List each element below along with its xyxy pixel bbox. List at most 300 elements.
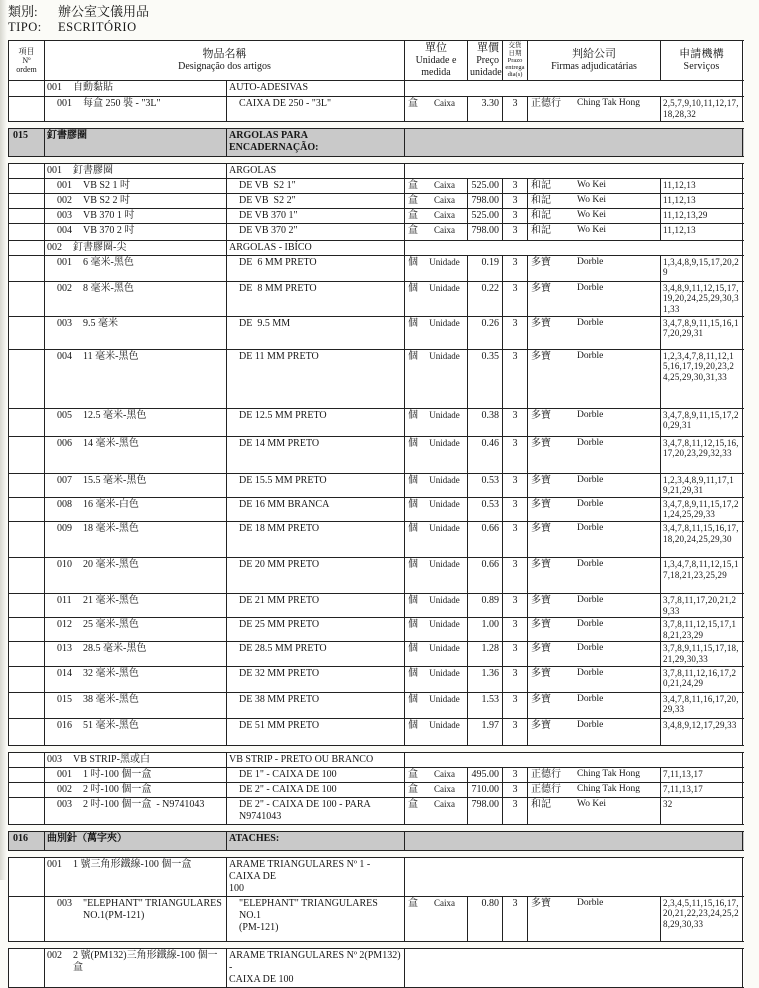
company-zh: 和記 (531, 224, 551, 236)
unit-cell (405, 618, 468, 641)
unit-zh: 個 (408, 437, 418, 449)
delivery-cell: 3 (503, 642, 528, 665)
name-zh-line (57, 210, 224, 222)
price-cell: 0.80 (468, 897, 503, 941)
name-zh: 16 毫米-白色 (83, 498, 139, 510)
name-zh-cell (45, 194, 227, 208)
unit-zh: 個 (408, 317, 418, 329)
group-row (8, 163, 744, 179)
name-zh: VB STRIP-黑或白 (73, 753, 150, 765)
services-cell: 3,4,7,8,11,16,17,20,29,33 (661, 693, 743, 718)
order-cell: 016 (8, 832, 45, 850)
services-cell: 11,12,13 (661, 194, 743, 208)
company-cell (528, 783, 661, 797)
company-cell (528, 179, 661, 193)
name-pt-cell: DE 2" - CAIXA DE 100 - PARA N9741043 (227, 798, 405, 824)
col-header-delivery: 交貨 日期Prazo entrega dia(s) (503, 41, 528, 81)
name-zh-cell (45, 81, 227, 96)
unit-cell (405, 498, 468, 521)
unit-zh: 個 (408, 719, 418, 731)
company-pt: Dorble (577, 409, 604, 420)
row-number: 001 (57, 256, 72, 268)
unit-zh: 盒 (408, 194, 418, 206)
company-cell (528, 474, 661, 497)
services-cell: 3,4,7,8,11,12,15,16,17,20,23,29,32,33 (661, 437, 743, 473)
company-pt: Wo Kei (577, 209, 607, 220)
company-cell (528, 282, 661, 316)
unit-pt: Unidade (429, 595, 460, 605)
empty-merged-cell (405, 241, 743, 255)
unit-pt: Unidade (429, 256, 460, 267)
company-cell (528, 256, 661, 281)
item-row (8, 719, 744, 746)
name-pt-cell: DE 14 MM PRETO (227, 437, 405, 473)
services-cell: 1,2,3,4,8,9,11,17,19,21,29,31 (661, 474, 743, 497)
services-cell: 3,4,7,8,9,11,15,17,20,29,31 (661, 409, 743, 436)
name-pt-cell: DE 12.5 MM PRETO (227, 409, 405, 436)
order-cell (8, 409, 45, 436)
company-zh: 多寶 (531, 256, 551, 268)
unit-cell (405, 179, 468, 193)
item-row (8, 474, 744, 498)
delivery-cell: 3 (503, 256, 528, 281)
name-zh: 32 毫米-黑色 (83, 667, 139, 679)
item-row (8, 618, 744, 642)
order-cell (8, 719, 45, 745)
row-number: 010 (57, 559, 72, 570)
name-pt-cell: DE VB S2 1" (227, 179, 405, 193)
row-number: 001 (57, 98, 72, 110)
unit-cell (405, 522, 468, 557)
unit-cell (405, 719, 468, 745)
name-zh-line (57, 799, 224, 811)
unit-zh: 盒 (408, 798, 418, 810)
services-cell: 3,4,7,8,9,11,15,17,21,24,25,29,33 (661, 498, 743, 521)
company-pt: Dorble (577, 643, 604, 654)
company-zh: 多寶 (531, 719, 551, 731)
services-cell: 3,7,8,11,12,15,17,18,21,23,29 (661, 618, 743, 641)
company-pt: Dorble (577, 619, 604, 630)
price-cell: 1.97 (468, 719, 503, 745)
price-cell: 0.66 (468, 558, 503, 593)
name-zh-cell: 釘書膠圈 (45, 129, 227, 156)
delivery-cell: 3 (503, 97, 528, 120)
name-zh-cell (45, 783, 227, 797)
company-zh: 多寶 (531, 498, 551, 510)
name-zh-cell (45, 97, 227, 120)
name-zh-cell: 曲別針（萬字夾） (45, 832, 227, 850)
order-cell (8, 667, 45, 692)
services-cell: 11,12,13 (661, 179, 743, 193)
name-zh: 38 毫米-黑色 (83, 693, 139, 705)
services-cell: 3,4,8,9,11,12,15,17,19,20,24,25,29,30,31,33 (661, 282, 743, 316)
name-zh-cell (45, 256, 227, 281)
unit-zh: 盒 (408, 768, 418, 780)
services-cell: 2,5,7,9,10,11,12,17,18,28,32 (661, 97, 743, 120)
name-zh: 18 毫米-黑色 (83, 523, 139, 534)
name-zh-cell (45, 594, 227, 617)
order-cell (8, 97, 45, 120)
price-cell: 0.38 (468, 409, 503, 436)
name-zh: 2 號(PM132)三角形鐵線-100 個一盒 (73, 949, 218, 973)
name-zh-cell (45, 667, 227, 692)
unit-zh: 個 (408, 619, 418, 631)
delivery-cell: 3 (503, 317, 528, 349)
name-zh-line (57, 769, 224, 781)
unit-cell (405, 282, 468, 316)
services-cell: 1,2,3,4,7,8,11,12,15,16,17,19,20,23,24,25,29,30,31,33 (661, 350, 743, 408)
name-zh-cell (45, 618, 227, 641)
company-pt: Dorble (577, 437, 604, 448)
name-zh-line (57, 694, 224, 706)
company-zh: 多寶 (531, 693, 551, 705)
company-zh: 多寶 (531, 667, 551, 679)
unit-cell (405, 768, 468, 782)
name-zh-line (57, 619, 224, 631)
company-pt: Dorble (577, 559, 604, 569)
order-cell (8, 241, 45, 255)
row-number: 001 (57, 179, 72, 191)
name-zh-cell (45, 209, 227, 223)
order-cell (8, 437, 45, 473)
unit-pt: Unidade (429, 350, 460, 361)
name-zh: 1 吋-100 個一盒 (83, 768, 152, 780)
category-value: 辦公室文儀用品 (58, 4, 150, 19)
unit-pt: Unidade (429, 523, 460, 533)
unit-cell (405, 693, 468, 718)
order-cell: 015 (8, 129, 45, 156)
col-header-designation (45, 41, 405, 81)
unit-zh: 個 (408, 693, 418, 705)
group-row (8, 948, 744, 988)
table-header-row (8, 41, 744, 82)
order-cell (8, 522, 45, 557)
name-zh-cell (45, 317, 227, 349)
unit-pt: Unidade (429, 667, 460, 678)
company-cell (528, 719, 661, 745)
company-zh: 多寶 (531, 317, 551, 329)
unit-cell (405, 798, 468, 824)
item-row (8, 642, 744, 666)
item-row (8, 256, 744, 282)
col-header-services: 申請機構 Serviços (661, 41, 743, 81)
col-header-price: 單價 Preço unidade (470, 41, 502, 79)
name-zh-line (57, 898, 224, 922)
services-cell: 11,12,13,29 (661, 209, 743, 223)
name-zh-line (57, 351, 224, 363)
company-pt: Dorble (577, 719, 604, 730)
item-row (8, 498, 744, 522)
company-zh: 多寶 (531, 643, 551, 655)
unit-pt: Unidade (429, 643, 460, 654)
item-row (8, 350, 744, 409)
company-zh: 正德行 (531, 768, 561, 780)
name-zh-line (57, 475, 224, 487)
unit-cell (405, 437, 468, 473)
row-number: 006 (57, 437, 72, 449)
unit-zh: 個 (408, 474, 418, 486)
services-cell: 3,4,7,8,11,15,16,17,18,20,24,25,29,30 (661, 522, 743, 557)
item-row (8, 897, 744, 942)
name-zh-cell (45, 642, 227, 665)
name-pt-cell: DE 6 MM PRETO (227, 256, 405, 281)
type-value: ESCRITÓRIO (58, 19, 137, 34)
order-cell (8, 642, 45, 665)
company-zh: 和記 (531, 179, 551, 191)
unit-zh: 個 (408, 409, 418, 421)
name-zh: 20 毫米-黑色 (83, 559, 139, 570)
name-pt-cell: CAIXA DE 250 - "3L" (227, 97, 405, 120)
row-number: 001 (57, 768, 72, 780)
name-zh-line (57, 668, 224, 680)
price-cell: 1.00 (468, 618, 503, 641)
row-number: 002 (57, 783, 72, 795)
delivery-cell: 3 (503, 179, 528, 193)
name-zh: 15.5 毫米-黑色 (83, 474, 147, 486)
unit-cell (405, 558, 468, 593)
name-zh: "ELEPHANT" TRIANGULARES NO.1(PM-121) (83, 897, 222, 921)
group-row (8, 241, 744, 256)
company-pt: Dorble (577, 256, 604, 267)
name-pt-cell: DE 8 MM PRETO (227, 282, 405, 316)
order-cell (8, 498, 45, 521)
services-cell: 3,7,8,11,12,16,17,20,21,24,29 (661, 667, 743, 692)
delivery-cell: 3 (503, 783, 528, 797)
row-number: 015 (57, 693, 72, 705)
name-zh-line (57, 595, 224, 607)
company-pt: Wo Kei (577, 798, 607, 809)
unit-cell (405, 474, 468, 497)
item-row (8, 409, 744, 437)
row-number: 007 (57, 474, 72, 486)
company-zh: 和記 (531, 194, 551, 206)
item-row (8, 768, 744, 783)
name-zh-line (57, 225, 224, 237)
company-cell (528, 317, 661, 349)
unit-pt: Caixa (434, 783, 455, 794)
name-zh-line (57, 180, 224, 192)
name-zh: 1 號三角形鐵線-100 個一盒 (73, 858, 192, 870)
col-header-unit: 單位 Unidade e medida (405, 41, 468, 81)
unit-cell (405, 667, 468, 692)
name-zh: VB 370 1 吋 (83, 209, 135, 221)
name-zh-cell (45, 719, 227, 745)
delivery-cell: 3 (503, 522, 528, 557)
delivery-cell: 3 (503, 719, 528, 745)
delivery-cell: 3 (503, 897, 528, 941)
name-pt-cell: DE 25 MM PRETO (227, 618, 405, 641)
name-zh-cell (45, 179, 227, 193)
services-cell: 3,4,8,9,12,17,29,33 (661, 719, 743, 745)
delivery-cell: 3 (503, 350, 528, 408)
name-pt-cell: ARAME TRIANGULARES Nº 2(PM132) - CAIXA DE 100 (227, 949, 405, 987)
order-cell (8, 282, 45, 316)
unit-zh: 個 (408, 498, 418, 510)
empty-merged-cell (405, 858, 743, 896)
delivery-cell: 3 (503, 768, 528, 782)
table-body (8, 81, 744, 987)
company-cell (528, 558, 661, 593)
order-cell (8, 783, 45, 797)
name-zh: VB 370 2 吋 (83, 224, 135, 236)
name-zh-line (57, 720, 224, 732)
unit-cell (405, 350, 468, 408)
col-header-company: 判給公司 Firmas adjudicatárias (528, 41, 661, 81)
order-cell (8, 179, 45, 193)
company-cell (528, 642, 661, 665)
item-row (8, 179, 744, 194)
name-zh: 自動黏貼 (73, 82, 113, 94)
row-number: 014 (57, 667, 72, 679)
document-header (8, 4, 759, 35)
company-cell (528, 350, 661, 408)
row-number: 013 (57, 643, 72, 655)
type-label: TIPO: (8, 19, 42, 34)
unit-zh: 個 (408, 523, 418, 534)
name-pt-cell: DE 51 MM PRETO (227, 719, 405, 745)
name-zh-cell (45, 282, 227, 316)
name-zh-line (57, 283, 224, 295)
company-cell (528, 409, 661, 436)
name-pt-cell: AUTO-ADESIVAS (227, 81, 405, 96)
company-cell (528, 97, 661, 120)
company-zh: 多寶 (531, 523, 551, 534)
price-cell: 0.22 (468, 282, 503, 316)
group-row (8, 857, 744, 897)
name-zh-line (47, 82, 224, 94)
unit-pt: Unidade (429, 559, 460, 569)
price-cell: 1.53 (468, 693, 503, 718)
order-cell (8, 194, 45, 208)
name-zh-line (47, 242, 224, 254)
company-zh: 多寶 (531, 595, 551, 606)
name-pt-cell: "ELEPHANT" TRIANGULARES NO.1 (PM-121) (227, 897, 405, 941)
delivery-cell: 3 (503, 693, 528, 718)
name-zh: 釘書膠圈 (73, 164, 113, 176)
price-cell: 1.28 (468, 642, 503, 665)
group-row (8, 752, 744, 768)
delivery-cell: 3 (503, 474, 528, 497)
row-number: 002 (57, 194, 72, 206)
company-zh: 多寶 (531, 619, 551, 631)
price-cell: 798.00 (468, 224, 503, 240)
order-cell (8, 256, 45, 281)
unit-pt: Caixa (434, 209, 455, 220)
row-number: 005 (57, 409, 72, 421)
price-cell: 798.00 (468, 798, 503, 824)
order-cell (8, 858, 45, 896)
unit-cell (405, 783, 468, 797)
name-pt-cell: ARGOLAS PARA ENCADERNAÇÃO: (227, 129, 405, 156)
company-zh: 多寶 (531, 437, 551, 449)
delivery-cell: 3 (503, 498, 528, 521)
name-zh-cell (45, 798, 227, 824)
price-cell: 1.36 (468, 667, 503, 692)
order-cell (8, 224, 45, 240)
unit-pt: Unidade (429, 498, 460, 509)
unit-pt: Caixa (434, 194, 455, 205)
name-pt-cell: DE 2" - CAIXA DE 100 (227, 783, 405, 797)
name-pt-cell: DE 38 MM PRETO (227, 693, 405, 718)
price-cell: 0.53 (468, 474, 503, 497)
unit-pt: Caixa (434, 98, 455, 109)
name-zh: VB S2 1 吋 (83, 179, 130, 191)
category-line (8, 4, 759, 20)
item-row (8, 194, 744, 209)
name-zh-cell (45, 350, 227, 408)
company-pt: Dorble (577, 667, 604, 678)
row-number: 004 (57, 350, 72, 362)
item-row (8, 437, 744, 474)
price-cell: 0.35 (468, 350, 503, 408)
name-pt-cell: DE 11 MM PRETO (227, 350, 405, 408)
unit-zh: 個 (408, 282, 418, 294)
empty-merged-cell (405, 949, 743, 987)
unit-pt: Unidade (429, 719, 460, 730)
delivery-cell: 3 (503, 558, 528, 593)
name-pt-cell: DE VB 370 2" (227, 224, 405, 240)
price-cell: 0.89 (468, 594, 503, 617)
name-zh: VB S2 2 吋 (83, 194, 130, 206)
unit-cell (405, 256, 468, 281)
order-cell (8, 350, 45, 408)
name-zh: 28.5 毫米-黑色 (83, 643, 147, 655)
price-cell: 525.00 (468, 179, 503, 193)
name-zh-cell (45, 522, 227, 557)
row-number: 003 (47, 753, 62, 765)
row-number: 001 (47, 858, 62, 870)
unit-zh: 盒 (408, 897, 418, 909)
company-cell (528, 667, 661, 692)
name-zh-line (47, 754, 224, 766)
delivery-cell: 3 (503, 594, 528, 617)
unit-pt: Unidade (429, 282, 460, 293)
row-number: 002 (47, 241, 62, 253)
name-zh: 2 吋-100 個一盒 (83, 783, 152, 795)
delivery-cell: 3 (503, 409, 528, 436)
name-zh-cell (45, 693, 227, 718)
unit-cell (405, 409, 468, 436)
company-pt: Ching Tak Hong (577, 783, 641, 794)
unit-zh: 個 (408, 667, 418, 679)
unit-cell (405, 224, 468, 240)
order-cell (8, 558, 45, 593)
unit-pt: Unidade (429, 474, 460, 485)
delivery-cell: 3 (503, 209, 528, 223)
services-cell: 32 (661, 798, 743, 824)
services-cell: 7,11,13,17 (661, 768, 743, 782)
name-pt-cell: DE 20 MM PRETO (227, 558, 405, 593)
services-cell: 1,3,4,7,8,11,12,15,17,18,21,23,25,29 (661, 558, 743, 593)
order-cell (8, 317, 45, 349)
row-number: 003 (57, 209, 72, 221)
company-cell (528, 618, 661, 641)
row-number: 003 (57, 897, 72, 909)
name-zh-line (57, 499, 224, 511)
unit-pt: Unidade (429, 437, 460, 448)
company-zh: 多寶 (531, 474, 551, 486)
order-cell (8, 768, 45, 782)
unit-cell (405, 594, 468, 617)
row-number: 003 (57, 798, 72, 810)
delivery-cell: 3 (503, 194, 528, 208)
company-pt: Wo Kei (577, 194, 607, 205)
company-cell (528, 209, 661, 223)
company-zh: 和記 (531, 209, 551, 221)
category-label: 類別: (8, 4, 38, 19)
company-cell (528, 768, 661, 782)
company-cell (528, 594, 661, 617)
